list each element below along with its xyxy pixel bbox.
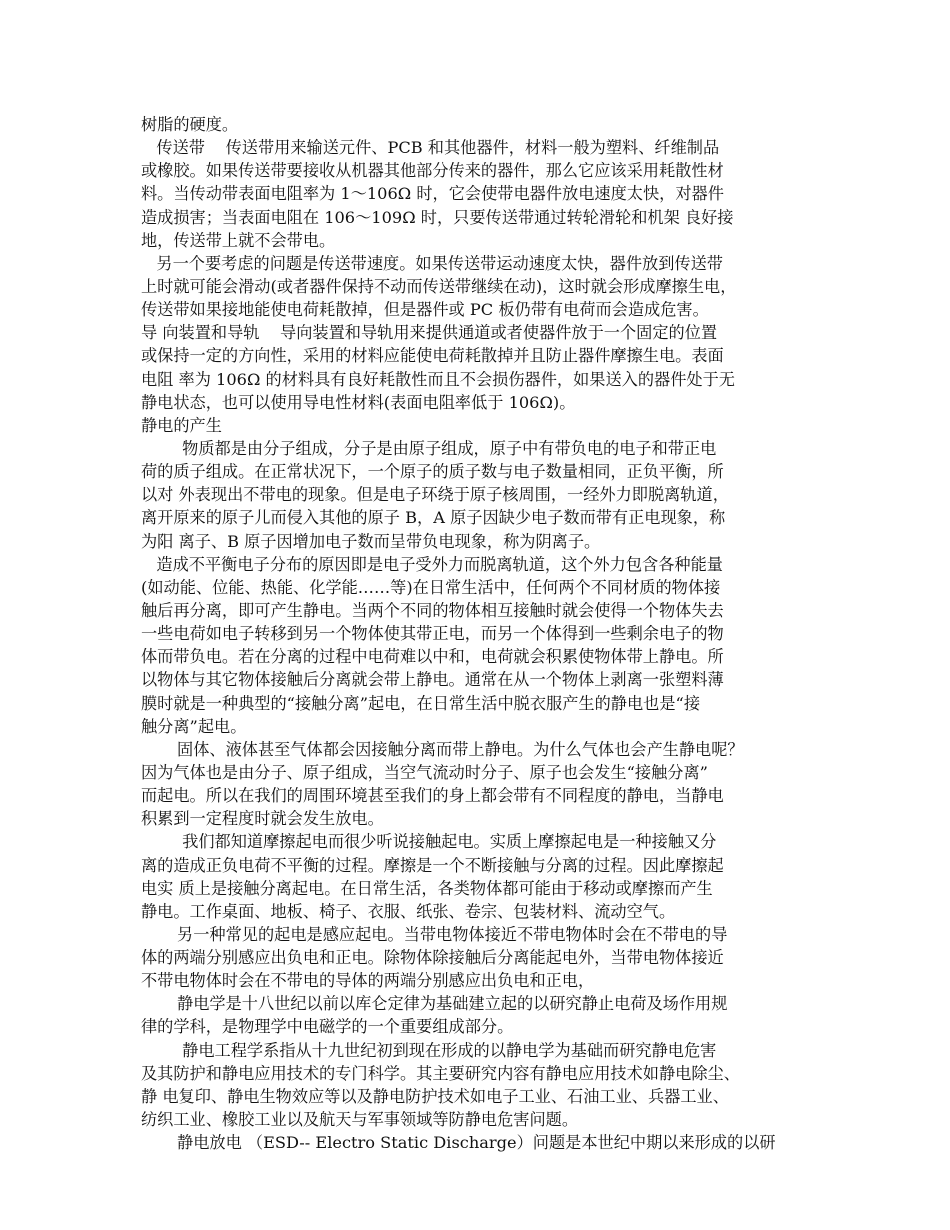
section-heading: 静电的产生 bbox=[141, 415, 222, 435]
text-line: 纺织工业、橡胶工业以及航天与军事领域等防静电危害问题。 bbox=[141, 1110, 579, 1130]
text-line: 为阳 离子、B 原子因增加电子数而呈带负电现象，称为阴离子。 bbox=[141, 531, 601, 551]
text-line: 不带电物体时会在不带电的导体的两端分别感应出负电和正电， bbox=[141, 971, 595, 991]
text-line: 一些电荷如电子转移到另一个物体使其带正电，而另一个体得到一些剩余电子的物 bbox=[141, 624, 724, 644]
text-line: 及其防护和静电应用技术的专门科学。其主要研究内容有静电应用技术如静电除尘、 bbox=[141, 1063, 740, 1083]
text-line: 上时就可能会滑动(或者器件保持不动而传送带继续在动)，这时就会形成摩擦生电， bbox=[141, 276, 737, 296]
text-line: 或保持一定的方向性，采用的材料应能使电荷耗散掉并且防止器件摩擦生电。表面 bbox=[141, 346, 724, 366]
text-line: 静电。工作桌面、地板、椅子、衣服、纸张、卷宗、包装材料、流动空气。 bbox=[141, 901, 676, 921]
text-line: 膜时就是一种典型的“接触分离”起电，在日常生活中脱衣服产生的静电也是“接 bbox=[141, 693, 701, 713]
text-line: 因为气体也是由分子、原子组成，当空气流动时分子、原子也会发生“接触分离” bbox=[141, 762, 708, 782]
text-line: 律的学科，是物理学中电磁学的一个重要组成部分。 bbox=[141, 1017, 514, 1037]
text-line: 静电工程学系指从十九世纪初到现在形成的以静电学为基础而研究静电危害 bbox=[141, 1040, 717, 1060]
text-line: 静电学是十八世纪以前以库仑定律为基础建立起的以研究静止电荷及场作用规 bbox=[141, 994, 728, 1014]
text-line: 以对 外表现出不带电的现象。但是电子环绕于原子核周围，一经外力即脱离轨道， bbox=[141, 485, 729, 505]
text-line: 另一种常见的起电是感应起电。当带电物体接近不带电物体时会在不带电的导 bbox=[141, 924, 728, 944]
text-line: 导 向装置和导轨 导向装置和导轨用来提供通道或者使器件放于一个固定的位置 bbox=[141, 323, 718, 343]
text-line: 静 电复印、静电生物效应等以及静电防护技术如电子工业、石油工业、兵器工业、 bbox=[141, 1086, 729, 1106]
text-line: 树脂的硬度。 bbox=[141, 115, 239, 134]
text-line: 触分离”起电。 bbox=[141, 716, 247, 736]
text-line: 物质都是由分子组成，分子是由原子组成，原子中有带负电的电子和带正电 bbox=[141, 438, 717, 458]
text-line: (如动能、位能、热能、化学能……等)在日常生活中，任何两个不同材质的物体接 bbox=[141, 577, 721, 597]
text-line: 传送带 传送带用来输送元件、PCB 和其他器件，材料一般为塑料、纤维制品 bbox=[141, 138, 720, 158]
document-body bbox=[141, 113, 813, 1154]
text-line: 地，传送带上就不会带电。 bbox=[141, 230, 336, 250]
text-line: 而起电。所以在我们的周围环境甚至我们的身上都会带有不同程度的静电，当静电 bbox=[141, 786, 724, 806]
text-line: 造成不平衡电子分布的原因即是电子受外力而脱离轨道，这个外力包含各种能量 bbox=[141, 554, 723, 574]
text-line: 触后再分离，即可产生静电。当两个不同的物体相互接触时就会使得一个物体失去 bbox=[141, 600, 724, 620]
text-line: 静电状态，也可以使用导电性材料(表面电阻率低于 106Ω)。 bbox=[141, 392, 576, 412]
text-line: 体而带负电。若在分离的过程中电荷难以中和，电荷就会积累使物体带上静电。所 bbox=[141, 647, 724, 667]
text-line: 造成损害；当表面电阻在 106～109Ω 时，只要传送带通过转轮滑轮和机架 良好接 bbox=[141, 207, 734, 227]
text-line: 离开原来的原子儿而侵入其他的原子 B，A 原子因缺少电子数而带有正电现象，称 bbox=[141, 508, 726, 528]
text-line: 我们都知道摩擦起电而很少听说接触起电。实质上摩擦起电是一种接触又分 bbox=[141, 832, 717, 852]
text-line: 以物体与其它物体接触后分离就会带上静电。通常在从一个物体上剥离一张塑料薄 bbox=[141, 670, 724, 690]
text-line: 电阻 率为 106Ω 的材料具有良好耗散性而且不会损伤器件，如果送入的器件处于无 bbox=[141, 369, 735, 389]
text-line: 固体、液体甚至气体都会因接触分离而带上静电。为什么气体也会产生静电呢？ bbox=[141, 739, 744, 759]
text-line: 料。当传动带表面电阻率为 1～106Ω 时，它会使带电器件放电速度太快，对器件 bbox=[141, 184, 724, 204]
text-line: 静电放电 （ESD-- Electro Static Discharge）问题是本世纪中期以来形成的以研 bbox=[141, 1133, 776, 1153]
text-line: 离的造成正负电荷不平衡的过程。摩擦是一个不断接触与分离的过程。因此摩擦起 bbox=[141, 855, 724, 875]
text-line: 荷的质子组成。在正常状况下，一个原子的质子数与电子数量相同，正负平衡，所 bbox=[141, 462, 724, 482]
text-line: 积累到一定程度时就会发生放电。 bbox=[141, 809, 384, 829]
text-line: 另一个要考虑的问题是传送带速度。如果传送带运动速度太快，器件放到传送带 bbox=[141, 253, 723, 273]
text-line: 体的两端分别感应出负电和正电。除物体除接触后分离能起电外，当带电物体接近 bbox=[141, 948, 724, 968]
text-line: 电实 质上是接触分离起电。在日常生活，各类物体都可能由于移动或摩擦而产生 bbox=[141, 878, 713, 898]
text-line: 或橡胶。如果传送带要接收从机器其他部分传来的器件，那么它应该采用耗散性材 bbox=[141, 161, 724, 181]
text-line: 传送带如果接地能使电荷耗散掉，但是器件或 PC 板仍带有电荷而会造成危害。 bbox=[141, 300, 709, 320]
